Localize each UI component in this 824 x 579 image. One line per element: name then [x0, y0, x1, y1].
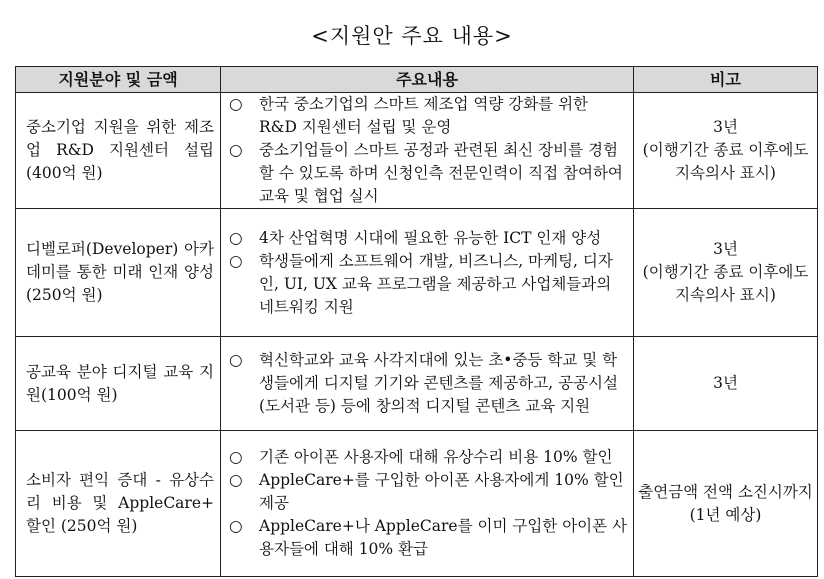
list-item-text: 기존 아이폰 사용자에 대해 유상수리 비용 10% 할인 — [259, 448, 613, 466]
support-area-cell: 공교육 분야 디지털 교육 지원(100억 원) — [16, 337, 221, 431]
list-item — [227, 469, 629, 515]
remarks-period: 3년 — [713, 118, 738, 136]
table-row — [16, 209, 818, 337]
circle-bullet-icon: ○ — [229, 228, 243, 247]
list-item-text: 혁신학교와 교육 사각지대에 있는 초•중등 학교 및 학생들에게 디지털 기기와 콘텐츠를 제공하고, 공공시설(도서관 등) 등에 창의적 디지털 콘텐츠 교육 지원 — [259, 351, 618, 415]
support-area-cell: 소비자 편익 증대 - 유상수리 비용 및 AppleCare+ 할인 (250억 원) — [16, 431, 221, 577]
circle-bullet-icon: ○ — [229, 448, 243, 466]
table-row — [16, 93, 818, 209]
table-row — [16, 337, 818, 431]
circle-bullet-icon: ○ — [229, 141, 243, 159]
circle-bullet-icon: ○ — [229, 471, 243, 489]
main-content-cell — [221, 337, 634, 431]
main-content-cell — [221, 431, 634, 577]
main-content-cell — [221, 93, 634, 209]
list-item — [227, 93, 629, 139]
list-item — [227, 227, 629, 250]
list-item — [227, 446, 629, 469]
list-item — [227, 349, 629, 418]
support-area-cell: 중소기업 지원을 위한 제조업 R&D 지원센터 설립 (400억 원) — [16, 93, 221, 209]
list-item-text: AppleCare+나 AppleCare를 이미 구입한 아이폰 사용자들에 대해 10% 환급 — [259, 517, 628, 558]
remarks-period: 출연금액 전액 소진시까지(1년 예상) — [638, 482, 813, 524]
remarks-cell — [634, 337, 818, 431]
list-item-text: 한국 중소기업의 스마트 제조업 역량 강화를 위한 R&D 지원센터 설립 및 운영 — [259, 95, 589, 136]
remarks-detail: (이행기간 종료 이후에도 지속의사 표시) — [642, 141, 809, 182]
main-content-cell — [221, 209, 634, 337]
list-item-text: AppleCare+를 구입한 아이폰 사용자에게 10% 할인 제공 — [259, 471, 624, 512]
table-row — [16, 431, 818, 577]
remarks-detail: (이행기간 종료 이후에도 지속의사 표시) — [642, 263, 809, 304]
list-item — [227, 515, 629, 561]
list-item-text: 중소기업들이 스마트 공정과 관련된 최신 장비를 경험할 수 있도록 하며 신청인측 전문인력이 직접 참여하여 교육 및 협업 실시 — [259, 141, 623, 205]
circle-bullet-icon: ○ — [229, 251, 243, 270]
list-item-text: 4차 산업혁명 시대에 필요한 유능한 ICT 인재 양성 — [259, 228, 602, 247]
content-list — [227, 349, 629, 418]
content-list — [227, 227, 629, 319]
remarks-cell — [634, 209, 818, 337]
content-list — [227, 93, 629, 208]
list-item — [227, 139, 629, 208]
circle-bullet-icon: ○ — [229, 517, 243, 535]
table-header-row — [16, 67, 818, 93]
remarks-cell — [634, 431, 818, 577]
header-remarks: 비고 — [634, 67, 818, 93]
remarks-period: 3년 — [713, 240, 738, 258]
circle-bullet-icon: ○ — [229, 95, 243, 113]
list-item — [227, 250, 629, 319]
remarks-period: 3년 — [713, 374, 738, 392]
header-main-content: 주요내용 — [221, 67, 634, 93]
header-support-area: 지원분야 및 금액 — [16, 67, 221, 93]
list-item-text: 학생들에게 소프트웨어 개발, 비즈니스, 마케팅, 디자인, UI, UX 교육 프로그램을 제공하고 사업체들과의 네트워킹 지원 — [259, 251, 613, 316]
remarks-cell — [634, 93, 818, 209]
page-title: <지원안 주요 내용> — [311, 24, 513, 48]
circle-bullet-icon: ○ — [229, 351, 243, 369]
content-list — [227, 446, 629, 561]
support-plan-table — [15, 66, 818, 577]
support-area-cell: 디벨로퍼(Developer) 아카데미를 통한 미래 인재 양성 (250억 원) — [16, 209, 221, 337]
